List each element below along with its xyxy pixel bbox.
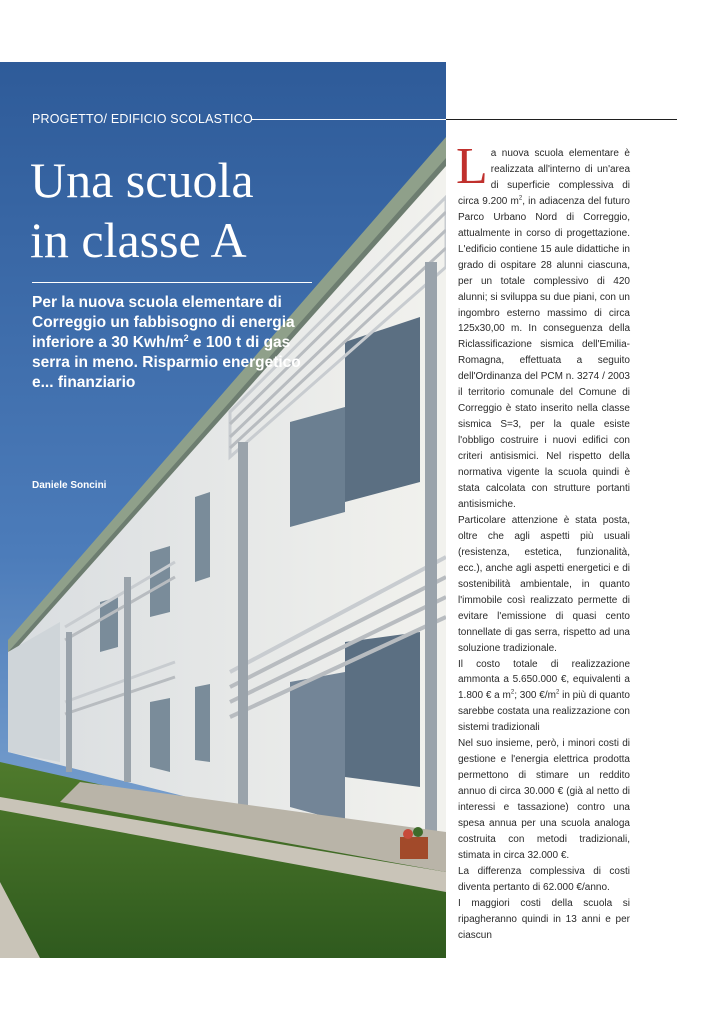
title-rule — [32, 282, 312, 283]
paragraph-3 — [458, 657, 630, 737]
article-deck — [32, 293, 302, 393]
title-line-2: in classe A — [30, 212, 247, 268]
title-line-1: Una scuola — [30, 152, 254, 208]
p3-text-c: in più di quanto sarebbe costata una realizzazione con sistemi tradizionali — [458, 690, 630, 734]
body-column — [456, 138, 630, 944]
p1-superscript: 2 — [518, 195, 523, 202]
p3-superscript-1: 2 — [510, 690, 515, 697]
article-title — [30, 150, 254, 270]
drop-cap: L — [456, 138, 488, 195]
deck-text-1: Per la nuova scuola elementare di Correggio un fabbisogno di energia inferiore a 30 Kwh/m — [32, 294, 295, 351]
p1-text-b: , in adiacenza del futuro Parco Urbano Nord di Correggio, attualmente in corso di progettazione. L'edificio contiene 15 aule didattiche in grado di ospitare 28 alunni ciascuna, per un totale complessivo di 420 alunni; si sviluppa su due piani, con un ingombro esterno massimo di circa 125x30,00 m. In conseguenza della Riclassificazione sismica dell'Emilia-Romagna, effettuata a seguito dell'Ordinanza del PCM n. 3274 / 2003 il territorio comunale del Comune di Correggio è stato inserito nella classe sismica S=3, per la quale esiste l'obbligo costruire i nuovi edifici con criteri antisismici. Nel rispetto della normativa vigente la scuola quindi è stata calcolata con strutture portanti antisismiche. — [458, 195, 630, 510]
paragraph-4: Nel suo insieme, però, i minori costi di gestione e l'energia elettrica prodotta permettono di stimare un reddito annuo di circa 30.000 € (già al netto di interessi e tassazione) contro una spesa annua per una scuola analoga costruita con metodi tradizionali, stimata in circa 32.000 €. — [458, 738, 630, 861]
paragraph-2: Particolare attenzione è stata posta, oltre che agli aspetti più usuali (resistenza, estetica, funzionalità, ecc.), anche agli aspetti energetici e di sostenibilità ambientale, in quanto l'immobile così realizzato permette di evitare l'emissione di quasi cento tonnellate di gas serra, rispetto ad una soluzione tradizionale. — [458, 514, 630, 654]
section-label: PROGETTO/ EDIFICIO SCOLASTICO — [32, 112, 253, 126]
deck-text-2: e 100 t di gas serra in meno. Risparmio energetico e... finanziario — [32, 334, 301, 391]
paragraph-5: La differenza complessiva di costi diventa pertanto di 62.000 €/anno. — [458, 865, 630, 893]
paragraph-1 — [456, 138, 630, 513]
p3-text-a: Il costo totale di realizzazione ammonta a 5.650.000 €, equivalenti a 1.800 € a m — [458, 658, 630, 702]
author-byline: Daniele Soncini — [32, 480, 107, 491]
section-rule-overlay — [252, 119, 446, 120]
deck-superscript: 2 — [183, 332, 189, 343]
p1-text-a: a nuova scuola elementare è realizzata all'interno di un'area di superficie complessiva di circa 9.200 m — [458, 148, 630, 207]
paragraph-6: I maggiori costi della scuola si ripagheranno quindi in 13 anni e per ciascun — [458, 897, 630, 941]
p3-text-b: ; 300 €/m — [514, 690, 556, 702]
p3-superscript-2: 2 — [555, 690, 560, 697]
